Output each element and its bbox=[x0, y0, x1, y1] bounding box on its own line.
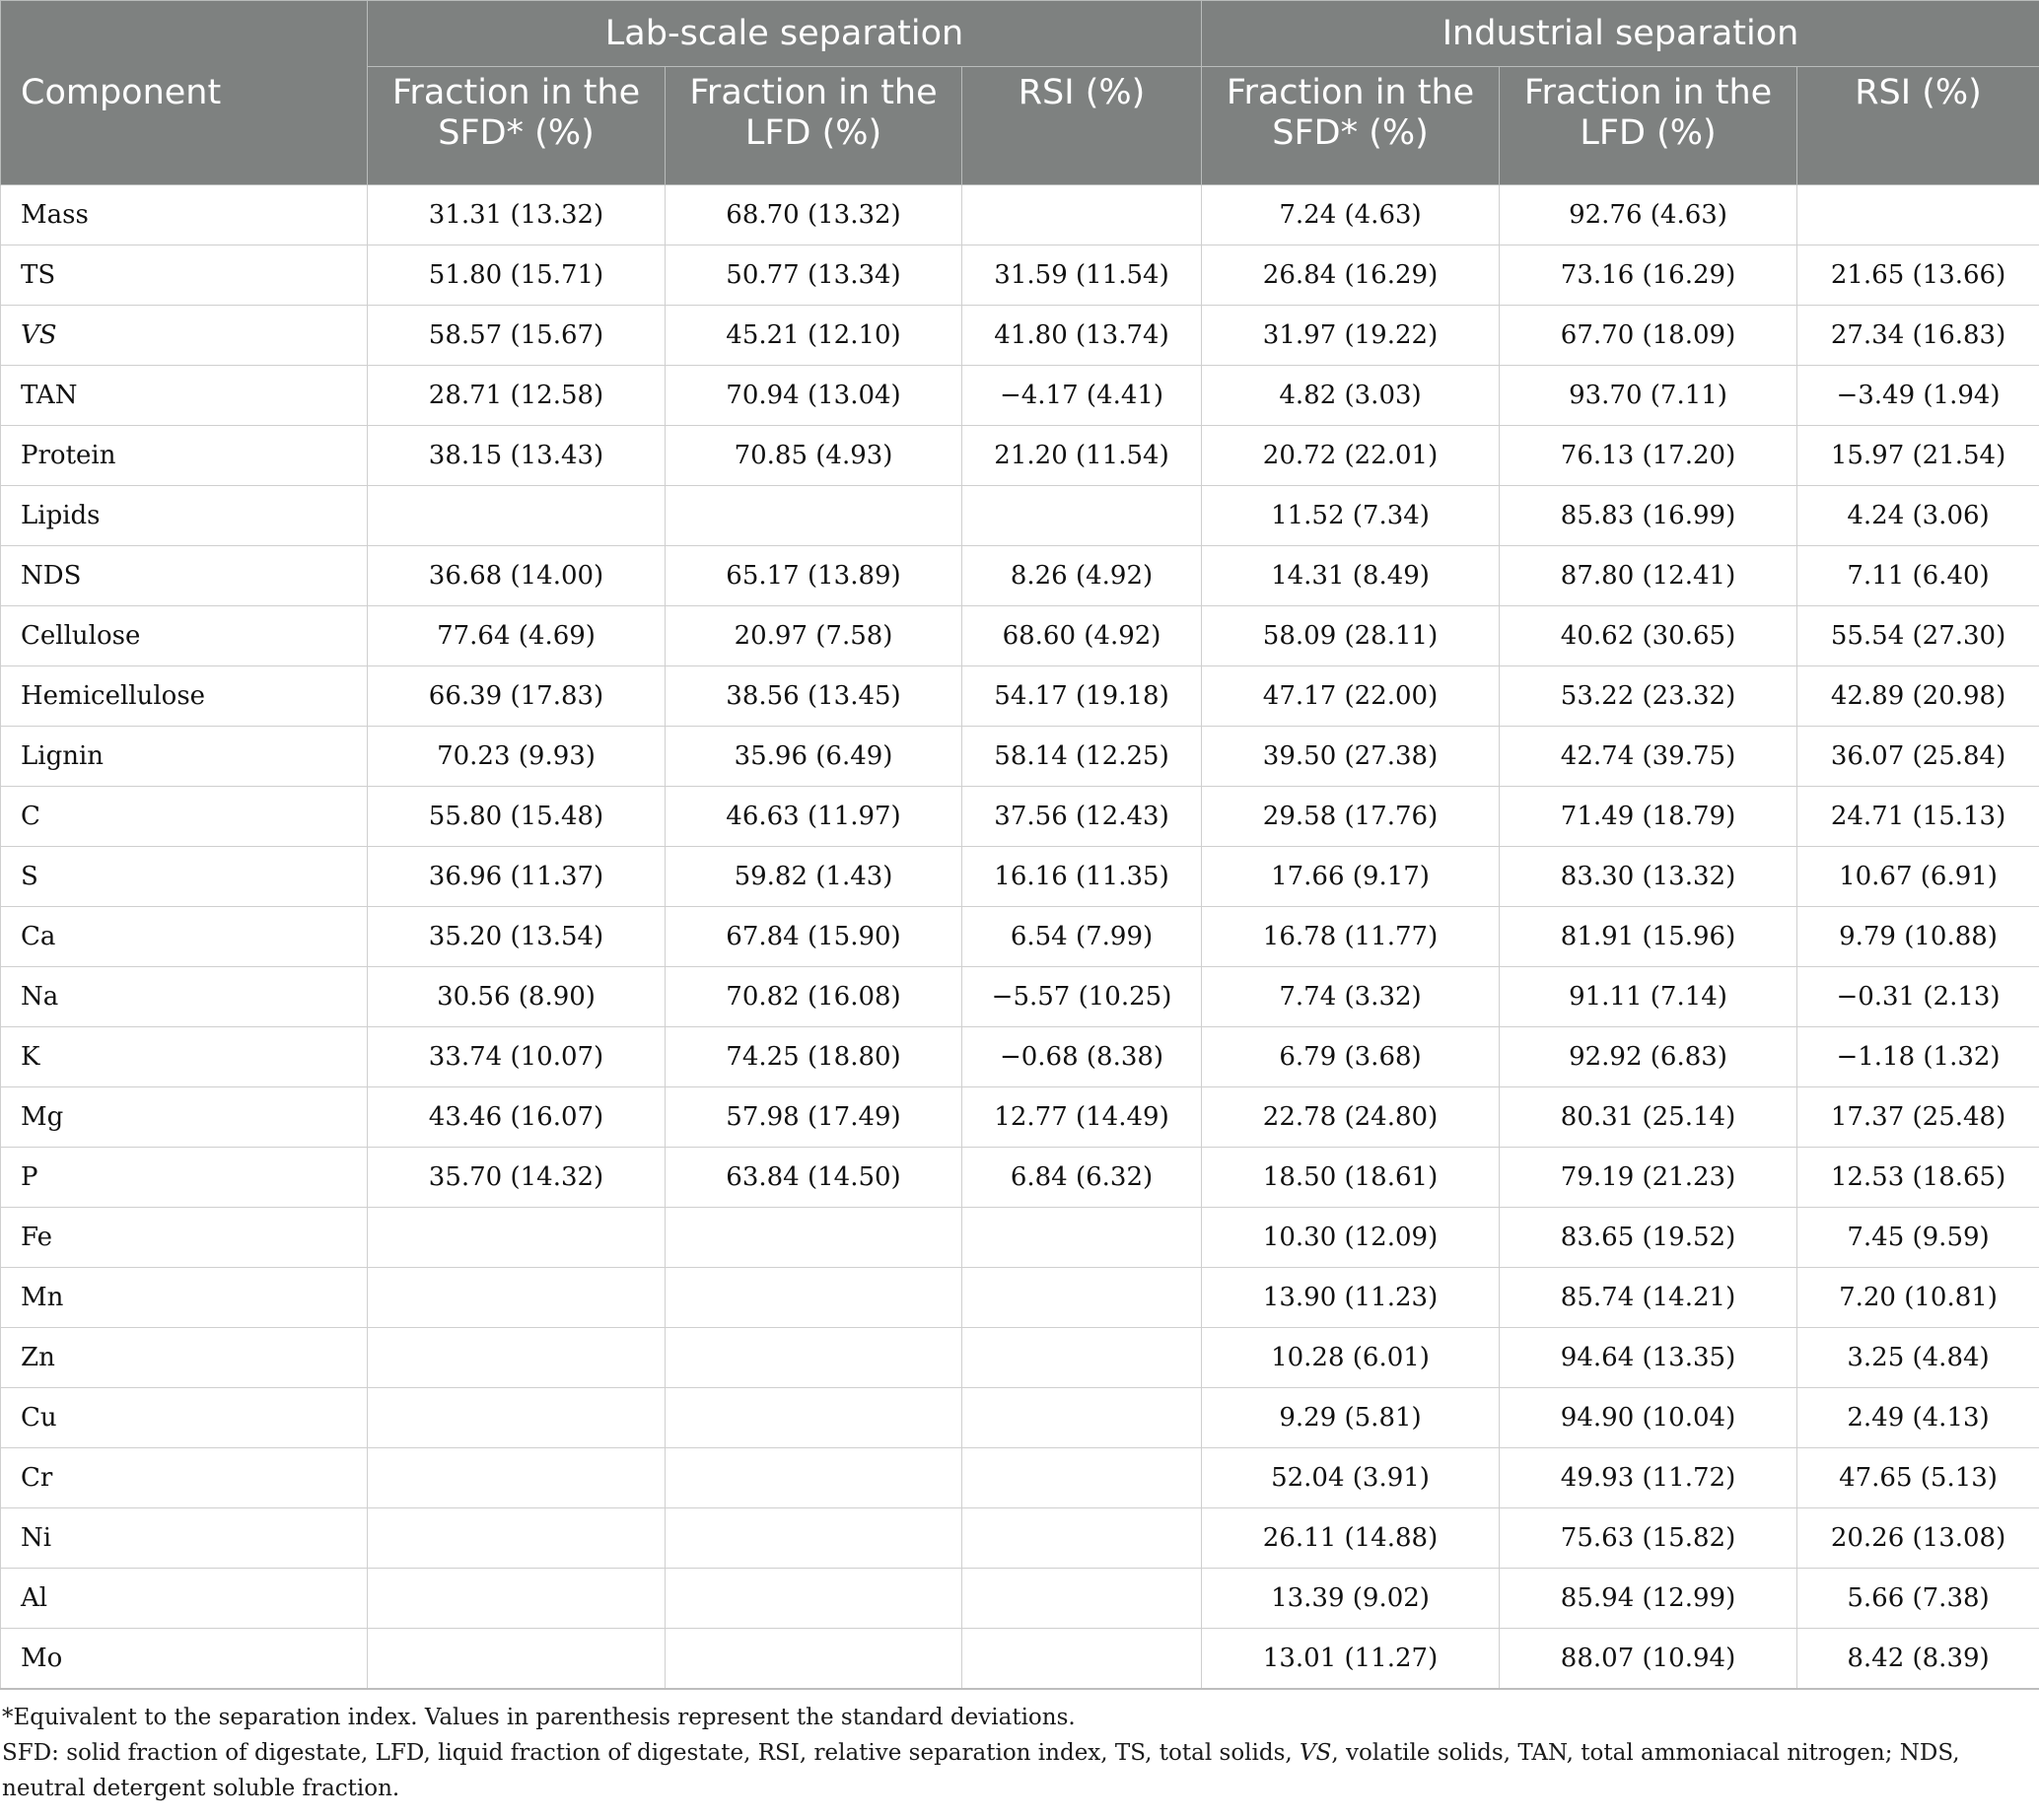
industrial-rsi-cell: 47.65 (5.13) bbox=[1797, 1448, 2039, 1508]
industrial-lfd-cell: 94.64 (13.35) bbox=[1500, 1328, 1797, 1388]
component-name: C bbox=[1, 787, 368, 847]
table-footnotes bbox=[0, 1700, 2039, 1806]
table-row bbox=[1, 426, 2039, 486]
component-name: Lignin bbox=[1, 727, 368, 787]
table-row bbox=[1, 847, 2039, 907]
lab-lfd-cell bbox=[666, 1508, 962, 1569]
lab-lfd-cell: 38.56 (13.45) bbox=[666, 666, 962, 727]
industrial-sfd-cell: 26.11 (14.88) bbox=[1202, 1508, 1500, 1569]
industrial-lfd-cell: 53.22 (23.32) bbox=[1500, 666, 1797, 727]
industrial-lfd-cell: 67.70 (18.09) bbox=[1500, 306, 1797, 366]
industrial-rsi-cell: 7.45 (9.59) bbox=[1797, 1208, 2039, 1268]
industrial-sfd-cell: 6.79 (3.68) bbox=[1202, 1027, 1500, 1087]
table-row bbox=[1, 1569, 2039, 1629]
lab-lfd-cell: 65.17 (13.89) bbox=[666, 546, 962, 606]
industrial-lfd-cell: 94.90 (10.04) bbox=[1500, 1388, 1797, 1448]
table-header bbox=[1, 1, 2039, 185]
lab-lfd-cell: 45.21 (12.10) bbox=[666, 306, 962, 366]
table-row bbox=[1, 967, 2039, 1027]
footnote-vs-abbrev: VS bbox=[1300, 1740, 1332, 1766]
lab-lfd-cell: 57.98 (17.49) bbox=[666, 1087, 962, 1148]
industrial-lfd-cell: 81.91 (15.96) bbox=[1500, 907, 1797, 967]
industrial-sfd-cell: 13.39 (9.02) bbox=[1202, 1569, 1500, 1629]
lab-sfd-cell: 51.80 (15.71) bbox=[368, 245, 666, 306]
industrial-sfd-cell: 13.90 (11.23) bbox=[1202, 1268, 1500, 1328]
industrial-sfd-cell: 7.74 (3.32) bbox=[1202, 967, 1500, 1027]
industrial-rsi-cell: 55.54 (27.30) bbox=[1797, 606, 2039, 666]
industrial-sfd-cell: 31.97 (19.22) bbox=[1202, 306, 1500, 366]
lab-lfd-cell: 59.82 (1.43) bbox=[666, 847, 962, 907]
lab-rsi-cell bbox=[962, 486, 1202, 546]
industrial-sfd-cell: 9.29 (5.81) bbox=[1202, 1388, 1500, 1448]
lab-lfd-cell: 35.96 (6.49) bbox=[666, 727, 962, 787]
lab-lfd-cell: 70.94 (13.04) bbox=[666, 366, 962, 426]
lab-sfd-cell bbox=[368, 486, 666, 546]
table-row bbox=[1, 727, 2039, 787]
lab-sfd-cell: 38.15 (13.43) bbox=[368, 426, 666, 486]
industrial-rsi-cell: 15.97 (21.54) bbox=[1797, 426, 2039, 486]
industrial-sfd-cell: 17.66 (9.17) bbox=[1202, 847, 1500, 907]
lab-lfd-cell: 68.70 (13.32) bbox=[666, 185, 962, 245]
lab-sfd-cell bbox=[368, 1328, 666, 1388]
lab-rsi-cell: 37.56 (12.43) bbox=[962, 787, 1202, 847]
lab-sfd-cell: 58.57 (15.67) bbox=[368, 306, 666, 366]
header-group-row bbox=[1, 1, 2039, 67]
industrial-sfd-cell: 22.78 (24.80) bbox=[1202, 1087, 1500, 1148]
lab-rsi-cell bbox=[962, 1448, 1202, 1508]
component-header: Component bbox=[1, 1, 368, 185]
lab-rsi-cell: 58.14 (12.25) bbox=[962, 727, 1202, 787]
lab-sfd-cell: 77.64 (4.69) bbox=[368, 606, 666, 666]
component-name: Mn bbox=[1, 1268, 368, 1328]
industrial-rsi-cell: 10.67 (6.91) bbox=[1797, 847, 2039, 907]
component-name: Cu bbox=[1, 1388, 368, 1448]
lab-lfd-cell bbox=[666, 1328, 962, 1388]
component-name: NDS bbox=[1, 546, 368, 606]
table-row bbox=[1, 245, 2039, 306]
component-name: Hemicellulose bbox=[1, 666, 368, 727]
lab-rsi-header: RSI (%) bbox=[962, 67, 1202, 185]
industrial-lfd-cell: 85.83 (16.99) bbox=[1500, 486, 1797, 546]
lab-rsi-cell: 41.80 (13.74) bbox=[962, 306, 1202, 366]
table-row bbox=[1, 366, 2039, 426]
industrial-sfd-cell: 58.09 (28.11) bbox=[1202, 606, 1500, 666]
industrial-sfd-cell: 14.31 (8.49) bbox=[1202, 546, 1500, 606]
industrial-group-header: Industrial separation bbox=[1202, 1, 2039, 67]
lab-lfd-cell bbox=[666, 486, 962, 546]
industrial-lfd-cell: 42.74 (39.75) bbox=[1500, 727, 1797, 787]
lab-rsi-cell: 68.60 (4.92) bbox=[962, 606, 1202, 666]
table-row bbox=[1, 1208, 2039, 1268]
industrial-lfd-cell: 76.13 (17.20) bbox=[1500, 426, 1797, 486]
industrial-rsi-cell: 42.89 (20.98) bbox=[1797, 666, 2039, 727]
lab-sfd-cell: 35.70 (14.32) bbox=[368, 1148, 666, 1208]
industrial-rsi-cell: 20.26 (13.08) bbox=[1797, 1508, 2039, 1569]
industrial-sfd-cell: 10.30 (12.09) bbox=[1202, 1208, 1500, 1268]
industrial-lfd-cell: 88.07 (10.94) bbox=[1500, 1629, 1797, 1690]
lab-sfd-cell bbox=[368, 1388, 666, 1448]
component-name: TS bbox=[1, 245, 368, 306]
industrial-lfd-cell: 83.65 (19.52) bbox=[1500, 1208, 1797, 1268]
component-name: S bbox=[1, 847, 368, 907]
footnote-line-2-part-1: SFD: solid fraction of digestate, LFD, liquid fraction of digestate, RSI, relative separation index, TS, total solids, bbox=[2, 1740, 1301, 1766]
lab-sfd-header: Fraction in the SFD* (%) bbox=[368, 67, 666, 185]
lab-rsi-cell: 54.17 (19.18) bbox=[962, 666, 1202, 727]
industrial-rsi-cell: −0.31 (2.13) bbox=[1797, 967, 2039, 1027]
table-row bbox=[1, 666, 2039, 727]
lab-rsi-cell bbox=[962, 1508, 1202, 1569]
footnote-line-2 bbox=[2, 1735, 2009, 1806]
industrial-sfd-cell: 39.50 (27.38) bbox=[1202, 727, 1500, 787]
lab-rsi-cell: 31.59 (11.54) bbox=[962, 245, 1202, 306]
footnote-line-2-part-2: , volatile solids, TAN, total ammoniacal nitrogen; NDS, neutral detergent soluble fraction. bbox=[2, 1740, 1960, 1801]
industrial-lfd-cell: 71.49 (18.79) bbox=[1500, 787, 1797, 847]
lab-lfd-cell bbox=[666, 1569, 962, 1629]
lab-lfd-cell bbox=[666, 1268, 962, 1328]
industrial-lfd-cell: 92.92 (6.83) bbox=[1500, 1027, 1797, 1087]
lab-sfd-cell: 55.80 (15.48) bbox=[368, 787, 666, 847]
lab-rsi-cell: 21.20 (11.54) bbox=[962, 426, 1202, 486]
table-row bbox=[1, 1087, 2039, 1148]
industrial-rsi-cell: 8.42 (8.39) bbox=[1797, 1629, 2039, 1690]
industrial-rsi-cell: 12.53 (18.65) bbox=[1797, 1148, 2039, 1208]
lab-rsi-cell: −0.68 (8.38) bbox=[962, 1027, 1202, 1087]
industrial-lfd-cell: 85.74 (14.21) bbox=[1500, 1268, 1797, 1328]
industrial-rsi-cell: 3.25 (4.84) bbox=[1797, 1328, 2039, 1388]
lab-sfd-cell: 66.39 (17.83) bbox=[368, 666, 666, 727]
industrial-sfd-cell: 11.52 (7.34) bbox=[1202, 486, 1500, 546]
industrial-lfd-cell: 85.94 (12.99) bbox=[1500, 1569, 1797, 1629]
industrial-sfd-cell: 4.82 (3.03) bbox=[1202, 366, 1500, 426]
table-row bbox=[1, 1268, 2039, 1328]
industrial-rsi-cell: 7.20 (10.81) bbox=[1797, 1268, 2039, 1328]
lab-rsi-cell: 6.54 (7.99) bbox=[962, 907, 1202, 967]
industrial-sfd-cell: 10.28 (6.01) bbox=[1202, 1328, 1500, 1388]
lab-sfd-cell: 36.68 (14.00) bbox=[368, 546, 666, 606]
component-name: Fe bbox=[1, 1208, 368, 1268]
industrial-sfd-header: Fraction in the SFD* (%) bbox=[1202, 67, 1500, 185]
industrial-sfd-cell: 16.78 (11.77) bbox=[1202, 907, 1500, 967]
lab-rsi-cell: 6.84 (6.32) bbox=[962, 1148, 1202, 1208]
industrial-rsi-cell: 2.49 (4.13) bbox=[1797, 1388, 2039, 1448]
industrial-rsi-cell: 36.07 (25.84) bbox=[1797, 727, 2039, 787]
industrial-lfd-cell: 49.93 (11.72) bbox=[1500, 1448, 1797, 1508]
table-row bbox=[1, 185, 2039, 245]
industrial-rsi-cell: 21.65 (13.66) bbox=[1797, 245, 2039, 306]
industrial-sfd-cell: 26.84 (16.29) bbox=[1202, 245, 1500, 306]
industrial-sfd-cell: 18.50 (18.61) bbox=[1202, 1148, 1500, 1208]
industrial-sfd-cell: 20.72 (22.01) bbox=[1202, 426, 1500, 486]
lab-lfd-cell bbox=[666, 1388, 962, 1448]
industrial-rsi-header: RSI (%) bbox=[1797, 67, 2039, 185]
industrial-lfd-cell: 83.30 (13.32) bbox=[1500, 847, 1797, 907]
industrial-sfd-cell: 13.01 (11.27) bbox=[1202, 1629, 1500, 1690]
lab-rsi-cell: −5.57 (10.25) bbox=[962, 967, 1202, 1027]
industrial-rsi-cell bbox=[1797, 185, 2039, 245]
industrial-sfd-cell: 29.58 (17.76) bbox=[1202, 787, 1500, 847]
lab-lfd-cell: 63.84 (14.50) bbox=[666, 1148, 962, 1208]
industrial-sfd-cell: 7.24 (4.63) bbox=[1202, 185, 1500, 245]
industrial-lfd-cell: 87.80 (12.41) bbox=[1500, 546, 1797, 606]
table-row bbox=[1, 1508, 2039, 1569]
industrial-rsi-cell: 7.11 (6.40) bbox=[1797, 546, 2039, 606]
industrial-rsi-cell: 5.66 (7.38) bbox=[1797, 1569, 2039, 1629]
lab-sfd-cell: 36.96 (11.37) bbox=[368, 847, 666, 907]
industrial-rsi-cell: 27.34 (16.83) bbox=[1797, 306, 2039, 366]
lab-sfd-cell: 35.20 (13.54) bbox=[368, 907, 666, 967]
lab-sfd-cell bbox=[368, 1569, 666, 1629]
table-body bbox=[1, 185, 2039, 1690]
industrial-lfd-cell: 92.76 (4.63) bbox=[1500, 185, 1797, 245]
component-name: TAN bbox=[1, 366, 368, 426]
component-name: Protein bbox=[1, 426, 368, 486]
lab-lfd-cell: 50.77 (13.34) bbox=[666, 245, 962, 306]
component-name: Mass bbox=[1, 185, 368, 245]
industrial-lfd-cell: 73.16 (16.29) bbox=[1500, 245, 1797, 306]
industrial-lfd-cell: 93.70 (7.11) bbox=[1500, 366, 1797, 426]
component-name: Na bbox=[1, 967, 368, 1027]
component-name: Cr bbox=[1, 1448, 368, 1508]
component-name: Ca bbox=[1, 907, 368, 967]
industrial-rsi-cell: 17.37 (25.48) bbox=[1797, 1087, 2039, 1148]
lab-rsi-cell: 12.77 (14.49) bbox=[962, 1087, 1202, 1148]
lab-lfd-cell: 20.97 (7.58) bbox=[666, 606, 962, 666]
table-row bbox=[1, 1148, 2039, 1208]
table-row bbox=[1, 306, 2039, 366]
table-row bbox=[1, 546, 2039, 606]
lab-lfd-cell: 70.82 (16.08) bbox=[666, 967, 962, 1027]
lab-rsi-cell bbox=[962, 1629, 1202, 1690]
lab-sfd-cell: 31.31 (13.32) bbox=[368, 185, 666, 245]
lab-sfd-cell: 33.74 (10.07) bbox=[368, 1027, 666, 1087]
lab-rsi-cell bbox=[962, 1388, 1202, 1448]
lab-lfd-cell: 70.85 (4.93) bbox=[666, 426, 962, 486]
lab-sfd-cell bbox=[368, 1268, 666, 1328]
component-name: Mg bbox=[1, 1087, 368, 1148]
lab-sfd-cell: 43.46 (16.07) bbox=[368, 1087, 666, 1148]
table-row bbox=[1, 1328, 2039, 1388]
lab-rsi-cell bbox=[962, 185, 1202, 245]
table-row bbox=[1, 907, 2039, 967]
industrial-rsi-cell: −1.18 (1.32) bbox=[1797, 1027, 2039, 1087]
table-row bbox=[1, 1388, 2039, 1448]
industrial-sfd-cell: 47.17 (22.00) bbox=[1202, 666, 1500, 727]
industrial-rsi-cell: 24.71 (15.13) bbox=[1797, 787, 2039, 847]
lab-rsi-cell bbox=[962, 1328, 1202, 1388]
lab-sfd-cell: 28.71 (12.58) bbox=[368, 366, 666, 426]
lab-rsi-cell: 16.16 (11.35) bbox=[962, 847, 1202, 907]
lab-rsi-cell: −4.17 (4.41) bbox=[962, 366, 1202, 426]
industrial-rsi-cell: 4.24 (3.06) bbox=[1797, 486, 2039, 546]
lab-rsi-cell bbox=[962, 1569, 1202, 1629]
lab-sfd-cell: 30.56 (8.90) bbox=[368, 967, 666, 1027]
industrial-lfd-cell: 75.63 (15.82) bbox=[1500, 1508, 1797, 1569]
industrial-lfd-cell: 80.31 (25.14) bbox=[1500, 1087, 1797, 1148]
lab-sfd-cell bbox=[368, 1629, 666, 1690]
industrial-sfd-cell: 52.04 (3.91) bbox=[1202, 1448, 1500, 1508]
component-name: K bbox=[1, 1027, 368, 1087]
table-row bbox=[1, 606, 2039, 666]
lab-lfd-cell bbox=[666, 1448, 962, 1508]
lab-sfd-cell bbox=[368, 1208, 666, 1268]
lab-rsi-cell bbox=[962, 1268, 1202, 1328]
lab-lfd-cell: 67.84 (15.90) bbox=[666, 907, 962, 967]
industrial-rsi-cell: 9.79 (10.88) bbox=[1797, 907, 2039, 967]
lab-lfd-cell: 74.25 (18.80) bbox=[666, 1027, 962, 1087]
component-name: Zn bbox=[1, 1328, 368, 1388]
component-name: Cellulose bbox=[1, 606, 368, 666]
table-row bbox=[1, 1448, 2039, 1508]
table-row bbox=[1, 1629, 2039, 1690]
lab-lfd-header: Fraction in the LFD (%) bbox=[666, 67, 962, 185]
lab-sfd-cell: 70.23 (9.93) bbox=[368, 727, 666, 787]
table-row bbox=[1, 486, 2039, 546]
lab-lfd-cell: 46.63 (11.97) bbox=[666, 787, 962, 847]
lab-sfd-cell bbox=[368, 1448, 666, 1508]
component-name: Lipids bbox=[1, 486, 368, 546]
industrial-lfd-cell: 91.11 (7.14) bbox=[1500, 967, 1797, 1027]
footnote-line-1: *Equivalent to the separation index. Values in parenthesis represent the standard deviations. bbox=[2, 1705, 1076, 1730]
lab-rsi-cell bbox=[962, 1208, 1202, 1268]
lab-sfd-cell bbox=[368, 1508, 666, 1569]
table-row bbox=[1, 787, 2039, 847]
lab-lfd-cell bbox=[666, 1208, 962, 1268]
industrial-lfd-cell: 79.19 (21.23) bbox=[1500, 1148, 1797, 1208]
lab-scale-group-header: Lab-scale separation bbox=[368, 1, 1202, 67]
industrial-lfd-cell: 40.62 (30.65) bbox=[1500, 606, 1797, 666]
industrial-lfd-header: Fraction in the LFD (%) bbox=[1500, 67, 1797, 185]
component-name: VS bbox=[1, 306, 368, 366]
lab-rsi-cell: 8.26 (4.92) bbox=[962, 546, 1202, 606]
lab-lfd-cell bbox=[666, 1629, 962, 1690]
component-name: Ni bbox=[1, 1508, 368, 1569]
component-name: Al bbox=[1, 1569, 368, 1629]
component-name: P bbox=[1, 1148, 368, 1208]
table-row bbox=[1, 1027, 2039, 1087]
industrial-rsi-cell: −3.49 (1.94) bbox=[1797, 366, 2039, 426]
component-name: Mo bbox=[1, 1629, 368, 1690]
